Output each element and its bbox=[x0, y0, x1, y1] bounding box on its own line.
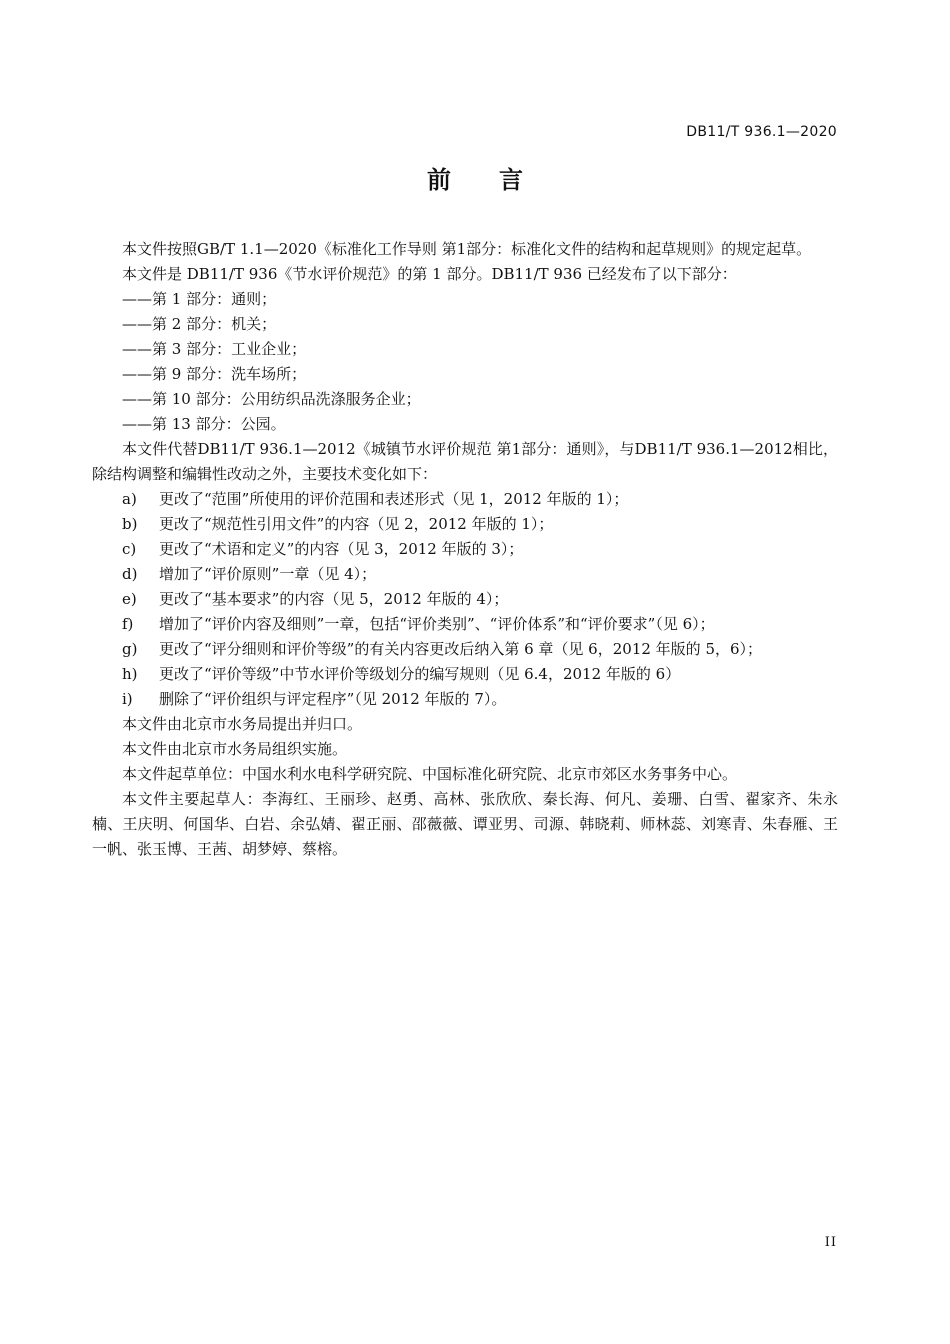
document-code: DB11/T 936.1—2020 bbox=[686, 124, 837, 140]
change-text: 更改了“规范性引用文件”的内容（见 2，2012 年版的 1）； bbox=[159, 515, 554, 533]
change-label: d) bbox=[122, 565, 138, 583]
change-label: f) bbox=[122, 615, 134, 633]
document-body bbox=[92, 237, 838, 862]
change-text: 更改了“范围”所使用的评价范围和表述形式（见 1，2012 年版的 1）； bbox=[159, 490, 629, 508]
part-list-item: ——第 10 部分：公用纺织品洗涤服务企业； bbox=[122, 390, 421, 408]
change-text: 更改了“评分细则和评价等级”的有关内容更改后纳入第 6 章（见 6，2012 年版的 5，6）； bbox=[159, 640, 763, 658]
change-text: 更改了“评价等级”中节水评价等级划分的编写规则（见 6.4，2012 年版的 6） bbox=[159, 665, 681, 683]
change-list-item bbox=[92, 637, 838, 662]
change-label: c) bbox=[122, 540, 137, 558]
change-label: h) bbox=[122, 665, 138, 683]
paragraph-drafting-units: 本文件起草单位：中国水利水电科学研究院、中国标准化研究院、北京市郊区水务事务中心。 bbox=[122, 765, 738, 783]
change-label: g) bbox=[122, 640, 138, 658]
change-list-item bbox=[92, 512, 838, 537]
paragraph-drafters: 本文件主要起草人：李海红、王丽珍、赵勇、高林、张欣欣、秦长海、何凡、姜珊、白雪、翟家齐、朱永楠、王庆明、何国华、白岩、余弘婧、翟正丽、邵薇薇、谭亚男、司源、韩晓莉、师林蕊、刘寒青、朱春雁、王一帆、张玉博、王茜、胡梦婷、蔡榕。 bbox=[92, 790, 838, 858]
change-list-item bbox=[92, 687, 838, 712]
change-list-item bbox=[92, 487, 838, 512]
part-list-item: ——第 1 部分：通则； bbox=[122, 290, 277, 308]
change-label: b) bbox=[122, 515, 138, 533]
page-number: II bbox=[824, 1235, 837, 1250]
change-label: i) bbox=[122, 690, 133, 708]
paragraph-implementer: 本文件由北京市水务局组织实施。 bbox=[122, 740, 348, 758]
change-list-item bbox=[92, 562, 838, 587]
change-label: a) bbox=[122, 490, 137, 508]
paragraph-series-intro: 本文件是 DB11/T 936《节水评价规范》的第 1 部分。DB11/T 936 已经发布了以下部分： bbox=[122, 265, 737, 283]
change-text: 更改了“基本要求”的内容（见 5，2012 年版的 4）； bbox=[159, 590, 509, 608]
page-title: 前言 bbox=[427, 166, 571, 194]
paragraph-drafting-basis: 本文件按照GB/T 1.1—2020《标准化工作导则 第1部分：标准化文件的结构和起草规则》的规定起草。 bbox=[122, 240, 812, 258]
change-list-item bbox=[92, 537, 838, 562]
change-list-item bbox=[92, 662, 838, 687]
change-text: 增加了“评价内容及细则”一章，包括“评价类别”、“评价体系”和“评价要求”（见 6）； bbox=[159, 615, 715, 633]
part-list-item: ——第 13 部分：公园。 bbox=[122, 415, 286, 433]
paragraph-proposer: 本文件由北京市水务局提出并归口。 bbox=[122, 715, 363, 733]
part-list-item: ——第 9 部分：洗车场所； bbox=[122, 365, 307, 383]
change-list-item bbox=[92, 612, 838, 637]
change-text: 增加了“评价原则”一章（见 4）； bbox=[159, 565, 377, 583]
part-list-item: ——第 2 部分：机关； bbox=[122, 315, 277, 333]
change-text: 更改了“术语和定义”的内容（见 3，2012 年版的 3）； bbox=[159, 540, 524, 558]
change-label: e) bbox=[122, 590, 137, 608]
part-list-item: ——第 3 部分：工业企业； bbox=[122, 340, 307, 358]
change-text: 删除了“评价组织与评定程序”（见 2012 年版的 7）。 bbox=[159, 690, 507, 708]
change-list-item bbox=[92, 587, 838, 612]
paragraph-replacement: 本文件代替DB11/T 936.1—2012《城镇节水评价规范 第1部分：通则》，与DB11/T 936.1—2012相比，除结构调整和编辑性改动之外，主要技术变化如下： bbox=[92, 440, 838, 483]
